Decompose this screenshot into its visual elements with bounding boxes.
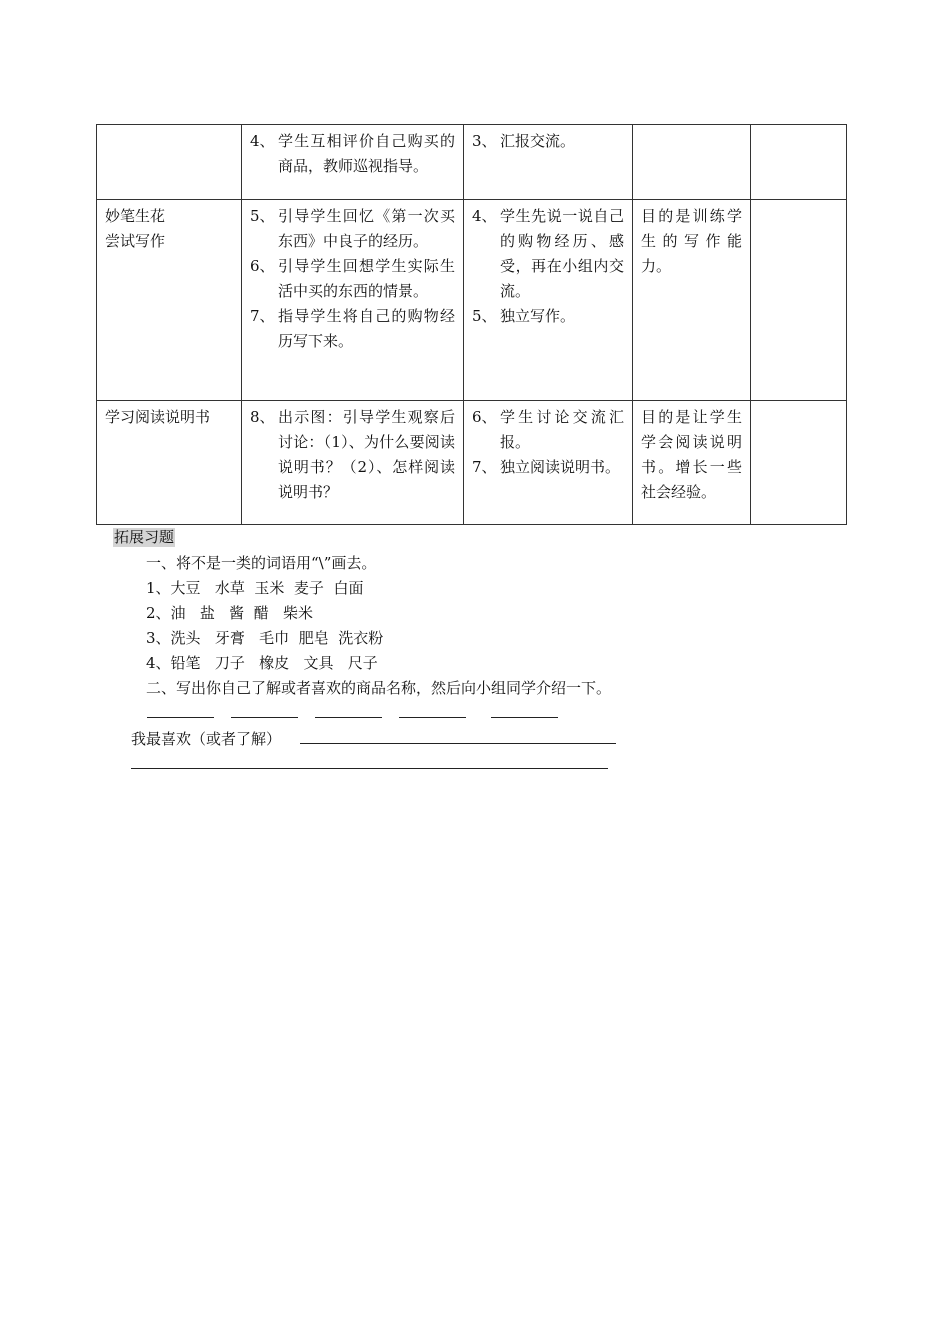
item-number: 7、 xyxy=(472,458,497,476)
question-2: 二、写出你自己了解或者喜欢的商品名称，然后向小组同学介绍一下。 xyxy=(146,679,612,697)
answer-blank-5[interactable] xyxy=(491,717,558,718)
stage-cell xyxy=(97,401,242,525)
list-item xyxy=(472,129,624,154)
purpose-cell: 目的是训练学生的写作能力。 xyxy=(633,200,751,401)
item-number: 4、 xyxy=(250,132,275,150)
stage-cell xyxy=(97,200,242,401)
purpose-cell: 目的是让学生学会阅读说明书。增长一些社会经验。 xyxy=(633,401,751,525)
list-item xyxy=(472,304,624,329)
list-item xyxy=(472,455,624,480)
stage-label: 尝试写作 xyxy=(105,232,166,250)
table-row xyxy=(97,200,847,401)
list-item xyxy=(250,254,455,304)
favorite-answer-line-2[interactable] xyxy=(131,768,608,769)
list-item xyxy=(250,304,455,354)
teacher-activity-cell xyxy=(242,401,464,525)
stage-label: 学习阅读说明书 xyxy=(105,408,211,426)
word-group-3: 3、洗头 牙膏 毛巾 肥皂 洗衣粉 xyxy=(146,629,384,647)
lesson-plan-table xyxy=(96,124,847,525)
extension-title: 拓展习题 xyxy=(114,528,175,546)
student-activity-cell xyxy=(464,200,633,401)
favorite-label: 我最喜欢（或者了解） xyxy=(131,730,282,748)
list-item xyxy=(250,129,455,179)
list-item xyxy=(250,204,455,254)
item-text: 学生互相评价自己购买的商品，教师巡视指导。 xyxy=(278,132,455,175)
notes-cell xyxy=(751,401,847,525)
item-text: 引导学生回忆《第一次买东西》中良子的经历。 xyxy=(278,207,455,250)
table-row xyxy=(97,401,847,525)
item-text: 汇报交流。 xyxy=(500,132,576,150)
item-text: 独立阅读说明书。 xyxy=(500,458,621,476)
student-activity-cell xyxy=(464,125,633,200)
teacher-activity-cell xyxy=(242,125,464,200)
answer-blank-4[interactable] xyxy=(399,717,466,718)
item-number: 4、 xyxy=(472,207,497,225)
item-text: 指导学生将自己的购物经历写下来。 xyxy=(278,307,455,350)
purpose-cell xyxy=(633,125,751,200)
item-number: 7、 xyxy=(250,307,275,325)
answer-blank-2[interactable] xyxy=(231,717,298,718)
item-text: 引导学生回想学生实际生活中买的东西的情景。 xyxy=(278,257,455,300)
item-text: 学生讨论交流汇报。 xyxy=(500,408,624,451)
table-row xyxy=(97,125,847,200)
list-item xyxy=(472,204,624,304)
item-number: 6、 xyxy=(250,257,275,275)
word-group-4: 4、铅笔 刀子 橡皮 文具 尺子 xyxy=(146,654,378,672)
list-item xyxy=(250,405,455,505)
answer-blank-3[interactable] xyxy=(315,717,382,718)
teacher-activity-cell xyxy=(242,200,464,401)
notes-cell xyxy=(751,200,847,401)
word-group-1: 1、大豆 水草 玉米 麦子 白面 xyxy=(146,579,364,597)
stage-label: 妙笔生花 xyxy=(105,207,166,225)
item-text: 学生先说一说自己的购物经历、感受，再在小组内交流。 xyxy=(500,207,624,300)
student-activity-cell xyxy=(464,401,633,525)
item-number: 6、 xyxy=(472,408,497,426)
item-number: 8、 xyxy=(250,408,275,426)
item-number: 3、 xyxy=(472,132,497,150)
favorite-answer-line[interactable] xyxy=(300,743,616,744)
item-number: 5、 xyxy=(250,207,275,225)
item-number: 5、 xyxy=(472,307,497,325)
question-1: 一、将不是一类的词语用“\”画去。 xyxy=(146,554,377,572)
stage-cell xyxy=(97,125,242,200)
item-text: 出示图：引导学生观察后讨论：（1）、为什么要阅读说明书？（2）、怎样阅读说明书？ xyxy=(278,408,455,501)
item-text: 独立写作。 xyxy=(500,307,576,325)
answer-blank-1[interactable] xyxy=(147,717,214,718)
word-group-2: 2、油 盐 酱 醋 柴米 xyxy=(146,604,313,622)
notes-cell xyxy=(751,125,847,200)
list-item xyxy=(472,405,624,455)
